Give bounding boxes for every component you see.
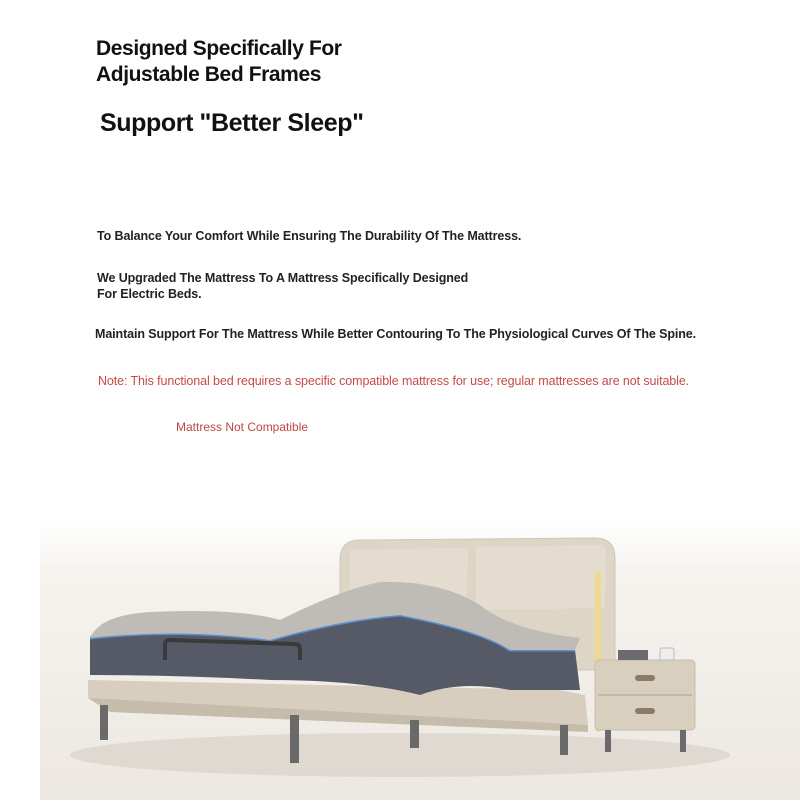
heading-line-2: Adjustable Bed Frames — [96, 63, 321, 86]
text-support: Maintain Support For The Mattress While Better Contouring To The Physiological Curves Of The Spine. — [95, 327, 697, 341]
heading-line-1: Designed Specifically For — [96, 37, 342, 60]
bed-illustration — [40, 520, 800, 800]
text-upgraded-1: We Upgraded The Mattress To A Mattress Specifically Designed — [97, 271, 469, 285]
bed-product-photo — [40, 520, 800, 800]
note-text: Note: This functional bed requires a specific compatible mattress for use; regular mattresses are not suitable. — [98, 374, 690, 388]
heading — [96, 36, 342, 88]
subheading: Support "Better Sleep" — [100, 109, 364, 137]
mattress-not-compatible-label: Mattress Not Compatible — [176, 420, 309, 434]
text-upgraded-2: For Electric Beds. — [97, 287, 202, 301]
text-balance: To Balance Your Comfort While Ensuring The Durability Of The Mattress. — [97, 229, 522, 243]
